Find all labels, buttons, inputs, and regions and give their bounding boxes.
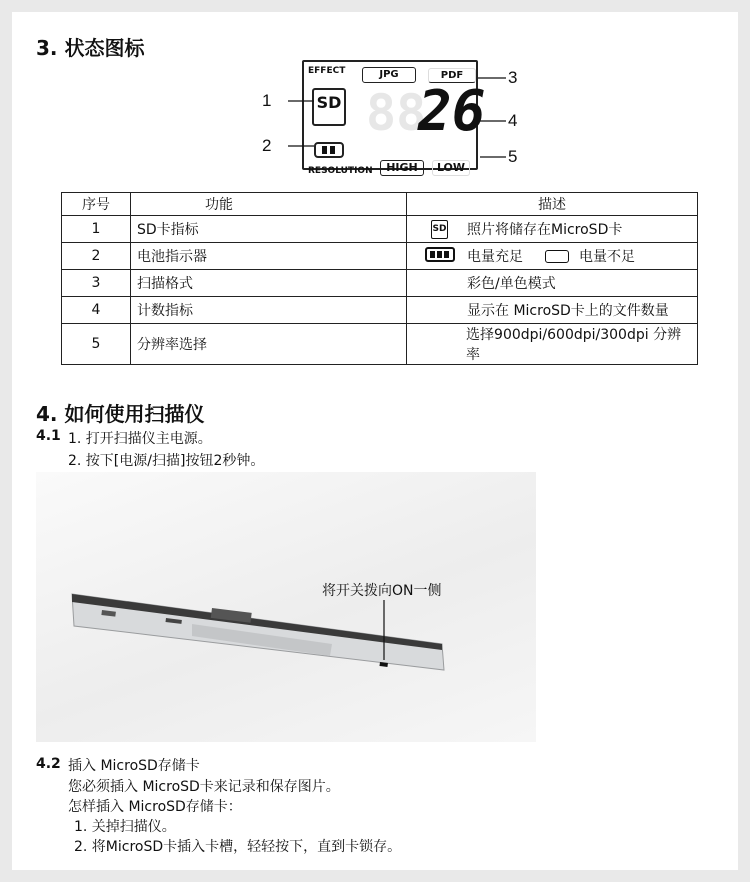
lcd-sd-icon: SD — [312, 88, 346, 126]
row-desc: 彩色/单色模式 — [467, 276, 556, 292]
header-desc: 描述 — [407, 193, 698, 216]
table-row — [62, 297, 698, 324]
lcd-high-indicator: HIGH — [380, 160, 424, 176]
sd-card-icon: SD — [431, 220, 448, 239]
row-desc: 选择900dpi/600dpi/300dpi 分辨率 — [466, 327, 682, 363]
table-row — [62, 216, 698, 243]
row-num: 3 — [62, 270, 131, 297]
battery-low-icon — [545, 250, 569, 263]
scanner-photo — [62, 552, 462, 702]
row-desc: 照片将储存在MicroSD卡 — [467, 222, 623, 238]
table-row — [62, 243, 698, 270]
callout-3: 3 — [508, 68, 518, 87]
row-desc-cell — [407, 216, 698, 243]
step-4-2-label: 4.2 — [36, 756, 61, 772]
step-4-2-title: 插入 MicroSD存储卡 — [68, 758, 200, 774]
section-4-title: 4. 如何使用扫描仪 — [36, 402, 205, 426]
callout-2: 2 — [262, 136, 272, 155]
row-func: 分辨率选择 — [131, 324, 407, 365]
lcd-low-indicator: LOW — [432, 160, 470, 176]
row-desc-2: 电量不足 — [579, 249, 635, 265]
switch-on-label: 将开关拨向ON一侧 — [322, 583, 442, 599]
section-3-title: 3. 状态图标 — [36, 36, 145, 60]
step-4-2-line-2: 怎样插入 MicroSD存储卡： — [68, 799, 242, 815]
row-func: SD卡指标 — [131, 216, 407, 243]
row-func: 电池指示器 — [131, 243, 407, 270]
header-func: 功能 — [131, 193, 407, 216]
row-num: 4 — [62, 297, 131, 324]
row-desc-cell — [407, 270, 698, 297]
callout-1: 1 — [262, 91, 272, 110]
table-row — [62, 270, 698, 297]
callout-5: 5 — [508, 147, 518, 166]
table-header-row — [62, 193, 698, 216]
step-4-2-line-1: 您必须插入 MicroSD卡来记录和保存图片。 — [68, 779, 340, 795]
row-num: 5 — [62, 324, 131, 365]
row-func: 扫描格式 — [131, 270, 407, 297]
battery-full-icon — [425, 247, 455, 262]
row-desc-cell — [407, 243, 698, 270]
step-4-1-label: 4.1 — [36, 428, 61, 444]
lcd-effect-label: EFFECT — [308, 66, 346, 76]
row-num: 2 — [62, 243, 131, 270]
step-4-1-line-1: 1. 打开扫描仪主电源。 — [68, 431, 212, 447]
row-desc: 电量充足 — [467, 249, 523, 265]
callout-4: 4 — [508, 111, 518, 130]
manual-page — [12, 12, 738, 870]
header-num: 序号 — [62, 193, 131, 216]
status-icon-table — [61, 192, 698, 365]
lcd-dim-digits: 88 — [366, 84, 427, 142]
table-row — [62, 324, 698, 365]
row-desc: 显示在 MicroSD卡上的文件数量 — [467, 303, 669, 319]
row-desc-cell — [407, 324, 698, 365]
step-4-2-line-4: 2. 将MicroSD卡插入卡槽，轻轻按下，直到卡锁存。 — [74, 839, 402, 855]
lcd-pdf-indicator: PDF — [428, 68, 476, 83]
lcd-counter: 26 — [418, 79, 486, 144]
step-4-1-line-2: 2. 按下[电源/扫描]按钮2秒钟。 — [68, 453, 265, 469]
row-desc-cell — [407, 297, 698, 324]
step-4-2-line-3: 1. 关掉扫描仪。 — [74, 819, 176, 835]
row-func: 计数指标 — [131, 297, 407, 324]
lcd-resolution-label: RESOLUTION — [308, 166, 373, 176]
row-num: 1 — [62, 216, 131, 243]
lcd-jpg-indicator: JPG — [362, 67, 416, 83]
callout-lines — [274, 67, 514, 177]
